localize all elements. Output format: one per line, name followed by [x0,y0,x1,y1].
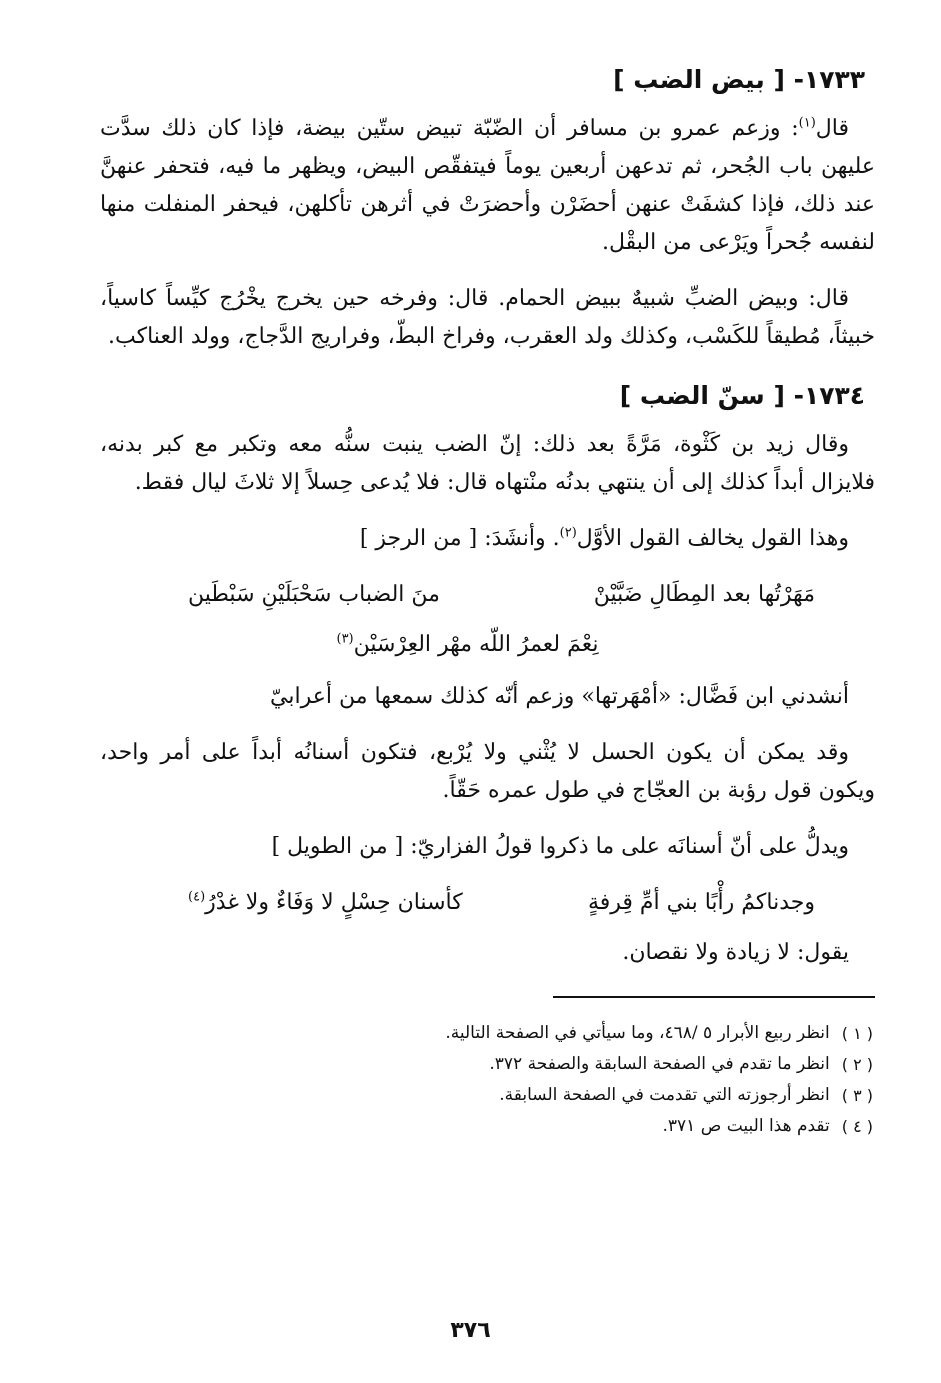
footnote-number: ( ١ ) [841,1024,873,1043]
footnote-number: ( ٢ ) [841,1055,873,1074]
footnote-ref-4[interactable]: (٤) [188,889,206,905]
footnote-text: انظر ما تقدم في الصفحة السابقة والصفحة ٣٧٢. [489,1054,830,1074]
footnote-item [100,1111,873,1142]
footnote-text: انظر ربيع الأبرار ٥ /٤٦٨، وما سيأتي في الصفحة التالية. [445,1023,830,1043]
footnote-text: انظر أرجوزته التي تقدمت في الصفحة السابقة. [499,1085,830,1105]
footnote-divider [553,996,875,998]
paragraph-fazari: ويدلُّ على أنّ أسنانَه على ما ذكروا قولُ الفزاريّ: [ من الطويل ] [271,834,849,859]
paragraph-conclusion: يقول: لا زيادة ولا نقصان. [622,940,849,965]
verse-hemistich-left-wrap [188,884,463,922]
footnote-item [100,1018,873,1049]
page-number: ٣٧٦ [450,1318,491,1343]
verse-hemistich-right: مَهَرْتُها بعد المِطَالِ ضَبَّيْنْ [593,582,815,607]
entry-heading-1733: ١٧٣٣- [ بيض الضب ] [613,65,865,94]
intro-end: . وأنشَدَ: [ من الرجز ] [359,526,560,551]
paragraph-tooth: وقال زيد بن كَثْوة، مَرَّةً بعد ذلك: إنّ الضب ينبت سنُّه معه وتكبر مع كبر بدنه، فلايزال أبداً كذلك إلى أن ينتهي بدنُه منْتهاه قال: فلا يُدعى حِسلاً إلا ثلاثَ ليال فقط. [100,432,875,495]
verse-line-2 [100,626,875,664]
paragraph-hatchling: قال: وبيض الضبِّ شبيهٌ ببيض الحمام. قال: وفرخه حين يخرج يخْرُج كيِّساً كاسياً، خبيثاً، مُطيقاً للكَسْب، وكذلك ولد العقرب، وفراخ البطّ، وفراريج الدَّجاج، وولد العناكب. [100,286,875,349]
paragraph-hasal: وقد يمكن أن يكون الحسل لا يُثْني ولا يُرْبع، فتكون أسنانُه أبداً على أمر واحد، ويكون قول رؤبة بن العجّاج في طول عمره حَقّاً. [100,740,875,803]
footnote-text: تقدم هذا البيت ص ٣٧١. [662,1116,830,1136]
footnote-ref-3[interactable]: (٣) [336,631,354,647]
verse-line-1 [188,576,815,614]
verse-hemistich-left: منَ الضباب سَحْبَلَيْنِ سَبْطَين [188,582,440,607]
paragraph-intro-verse [100,520,875,558]
entry-heading-1734: ١٧٣٤- [ سنّ الضب ] [619,381,865,410]
footnote-number: ( ٤ ) [841,1117,873,1136]
verse-hemistich-right: وجدناكمُ رأْبًا بني أمِّ قِرفةٍ [587,890,815,915]
paragraph-lead: قال [815,116,849,141]
verse-hemistich-left: كأسنان حِسْلٍ لا وَفَاءٌ ولا غدْرُ [205,890,463,915]
verse-text: نِعْمَ لعمرُ اللّه مهْر العِرْسَيْن [353,632,599,657]
paragraph-eggs [100,110,875,262]
paragraph-text: : وزعم عمرو بن مسافر أن الضّبّة تبيض ستّين بيضة، فإذا كان ذلك سدَّت عليهن باب الجُحر، ثم تدعهن أربعين يوماً فيتفقّص البيض، ويظهر ما فيه، فتحفر عنهنَّ عند ذلك، فإذا كشفَتْ عنهن أحضَرْن وأحضرَتْ في أثرهن تأكلهن، فيحفر المنفلت منها لنفسه جُحراً ويَرْعى من البقْل. [100,116,875,255]
footnote-number: ( ٣ ) [841,1086,873,1105]
verse-line-3 [188,884,815,922]
footnote-item [100,1049,873,1080]
paragraph-ibn-fadal: أنشدني ابن فَضَّال: «أمْهَرتها» وزعم أنّه كذلك سمعها من أعرابيّ [270,684,849,709]
intro-text: وهذا القول يخالف القول الأوَّل [576,526,849,551]
footnote-item [100,1080,873,1111]
footnote-ref-2[interactable]: (٢) [559,525,577,541]
footnote-ref-1[interactable]: (١) [798,115,816,131]
footnotes-list [100,1018,875,1142]
